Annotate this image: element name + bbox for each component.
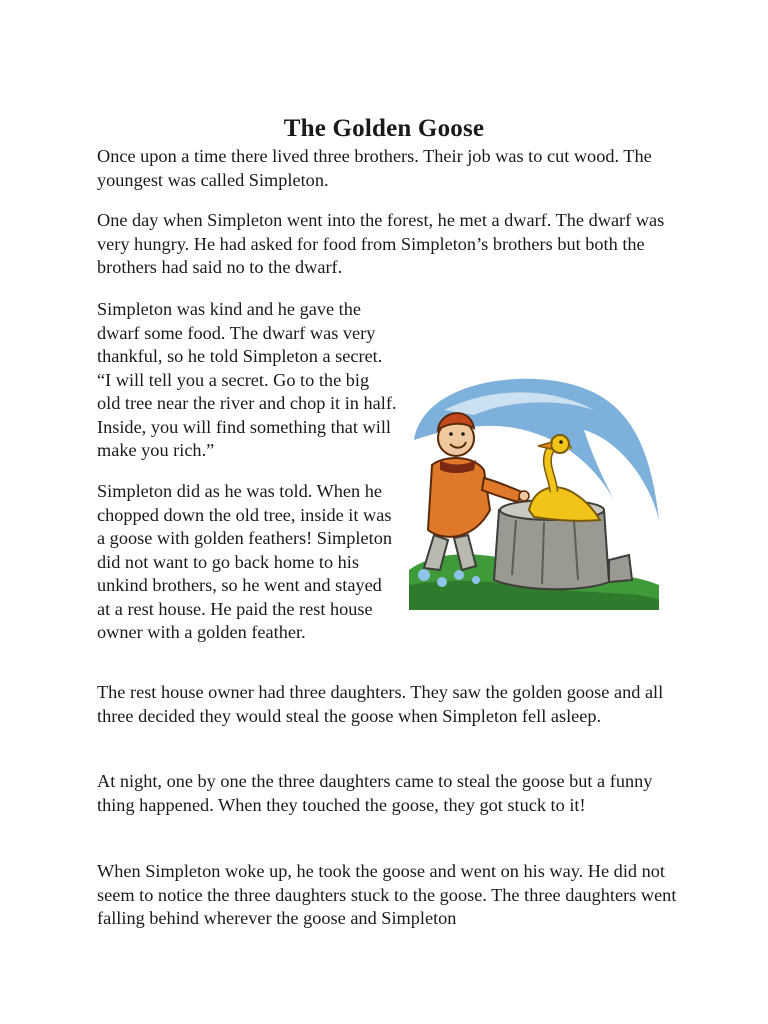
paragraph-1: Once upon a time there lived three brothers. Their job was to cut wood. The youngest was called Simpleton. (97, 146, 652, 190)
page-title: The Golden Goose (283, 114, 485, 142)
paragraph-5: The rest house owner had three daughters. They saw the golden goose and all three decided they would steal the goose when Simpleton fell asleep. (97, 682, 664, 726)
story-illustration (404, 370, 662, 615)
paragraph-7: When Simpleton woke up, he took the goose and went on his way. He did not seem to notice the three daughters stuck to the goose. The three daughters went falling behind wherever the goose and Simpleton (97, 861, 677, 928)
paragraph-2: One day when Simpleton went into the forest, he met a dwarf. The dwarf was very hungry. He had asked for food from Simpleton’s brothers but both the brothers had said no to the dwarf. (97, 210, 665, 277)
paragraph-6: At night, one by one the three daughters came to steal the goose but a funny thing happened. When they touched the goose, they got stuck to it! (97, 771, 653, 815)
paragraph-3: Simpleton was kind and he gave the dwarf some food. The dwarf was very thankful, so he told Simpleton a secret. “I will tell you a secret. Go to the big old tree near the river and chop it in half. Inside, you will find something that will make you rich.” (97, 299, 397, 460)
paragraph-4: Simpleton did as he was told. When he chopped down the old tree, inside it was a goose with golden feathers! Simpleton did not want to go back home to his unkind brothers, so he went and stayed at a rest house. He paid the rest house owner with a golden feather. (97, 481, 392, 642)
